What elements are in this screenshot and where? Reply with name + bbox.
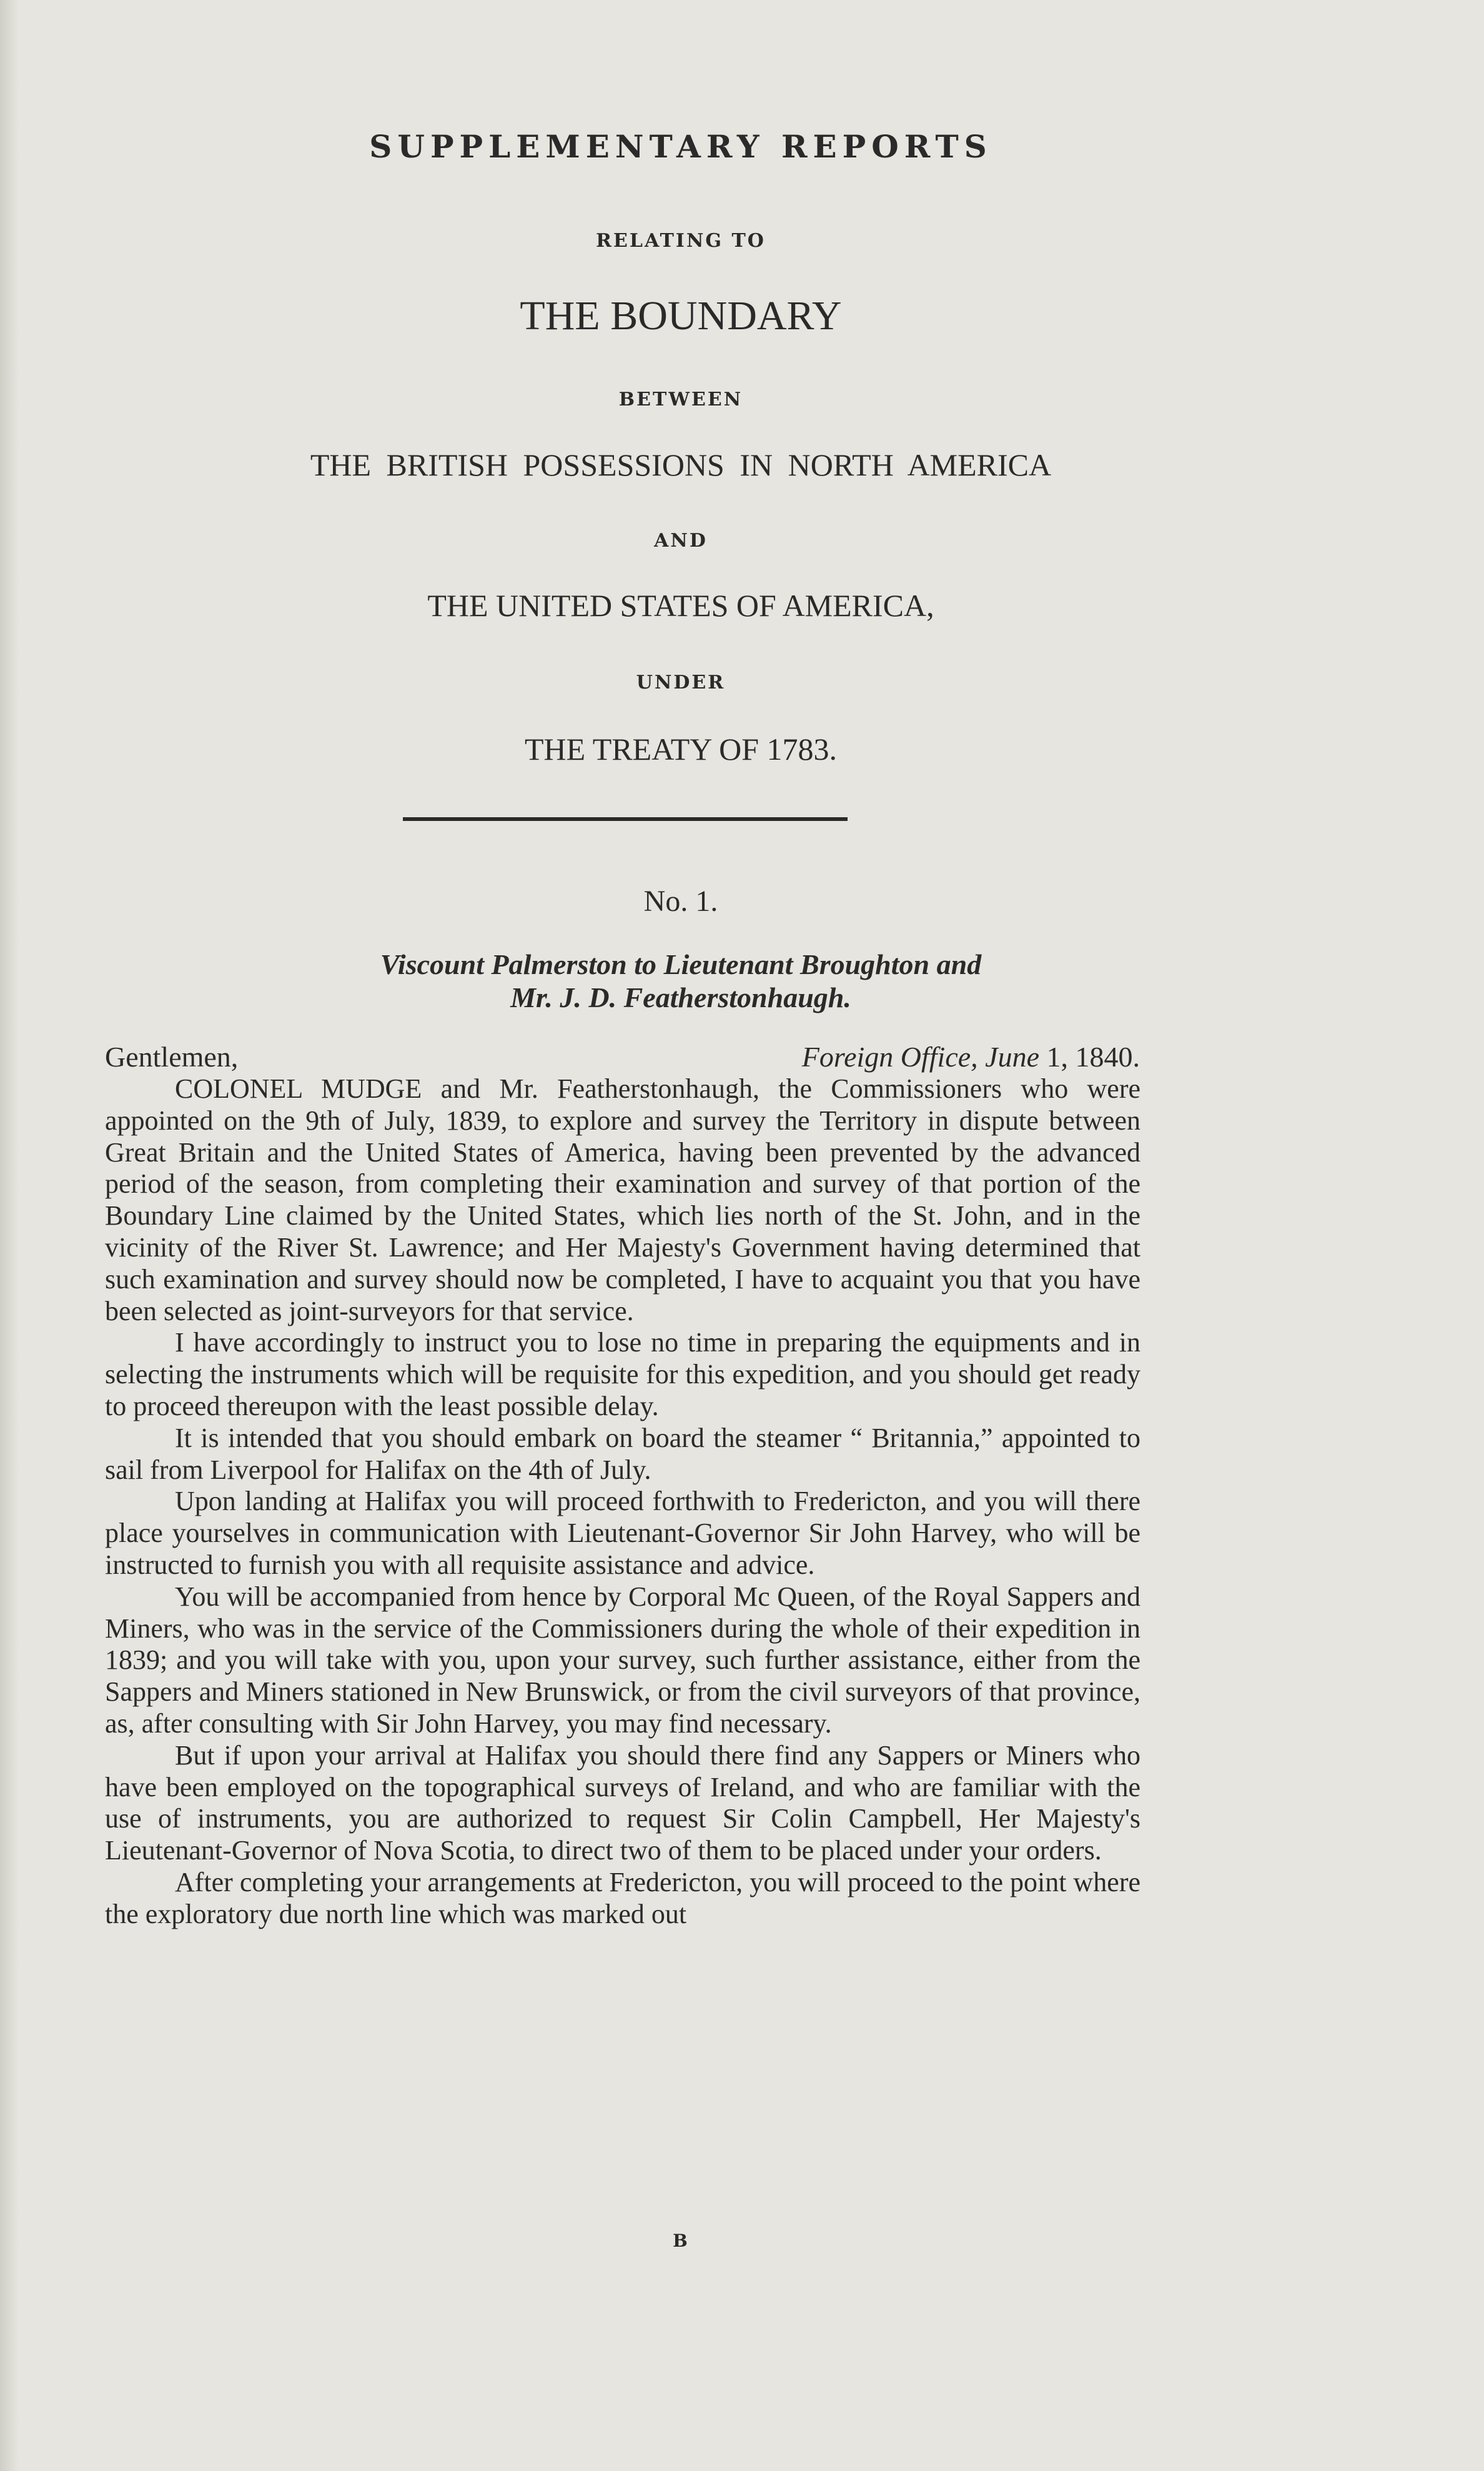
paragraph: But if upon your arrival at Halifax you should there find any Sappers or Miners who have been employed on the topographical surveys of Ireland, and who are familiar with the use of instruments, you are authorized to request Sir Colin Campbell, Her Majesty's Lieutenant-Governor of Nova Scotia, to direct two of them to be placed under your orders. [105,1739,1140,1866]
title-supplementary-reports: SUPPLEMENTARY REPORTS [369,128,992,165]
title-british-possessions: THE BRITISH POSSESSIONS IN NORTH AMERICA [310,447,1052,482]
title-between: BETWEEN [618,389,743,410]
paragraph: After completing your arrangements at Fredericton, you will proceed to the point where the exploratory due north line which was marked out [105,1866,1140,1929]
page-edge-shadow [0,0,19,2471]
date-numerals: 1, 1840. [1039,1041,1140,1073]
paragraph: It is intended that you should embark on board the steamer “ Britannia,” appointed to sail from Liverpool for Halifax on the 4th of July. [105,1422,1140,1485]
document-subject-line-2: Mr. J. D. Featherstonhaugh. [510,982,851,1013]
paragraph: I have accordingly to instruct you to lose no time in preparing the equipments and in selecting the instruments which will be requisite for this expedition, and you should get ready to proceed thereupon with the least possible delay. [105,1327,1140,1421]
salutation: Gentlemen, [105,1041,239,1073]
place-date-line [625,1040,1140,1073]
paragraph: COLONEL MUDGE and Mr. Featherstonhaugh, the Commissioners who were appointed on the 9th of July, 1839, to explore and survey the Territory in dispute between Great Britain and the United States of America, having been prevented by the advanced period of the season, from completing their examination and survey of that portion of the Boundary Line claimed by the United States, which lies north of the St. John, and in the vicinity of the River St. Lawrence; and Her Majesty's Government having determined that such examination and survey should now be completed, I have to acquaint you that you have been selected as joint-surveyors for that service. [105,1073,1140,1326]
paragraph: You will be accompanied from hence by Corporal Mc Queen, of the Royal Sappers and Miners, who was in the service of the Commissioners during the whole of their expedition in 1839; and you will take with you, upon your survey, such further assistance, either from the Sappers and Miners stationed in New Brunswick, or from the civil surveyors of that province, as, after consulting with Sir John Harvey, you may find necessary. [105,1581,1140,1739]
printer-signature-mark: B [673,2230,689,2251]
document-number: No. 1. [643,885,718,918]
title-united-states: THE UNITED STATES OF AMERICA, [427,588,934,623]
document-subject-line-1: Viscount Palmerston to Lieutenant Broughton and [380,948,982,980]
title-relating-to: RELATING TO [596,230,766,252]
title-the-boundary: THE BOUNDARY [520,293,842,339]
place-date-italic: Foreign Office, June [801,1041,1039,1073]
title-treaty: THE TREATY OF 1783. [525,732,837,767]
letter-body [105,1073,1140,1931]
title-divider-rule [403,817,848,821]
title-under: UNDER [636,672,726,694]
paragraph: Upon landing at Halifax you will proceed forthwith to Fredericton, and you will there place yourselves in communication with Lieutenant-Governor Sir John Harvey, who will be instructed to furnish you with all requisite assistance and advice. [105,1486,1140,1580]
title-and: AND [654,530,708,552]
